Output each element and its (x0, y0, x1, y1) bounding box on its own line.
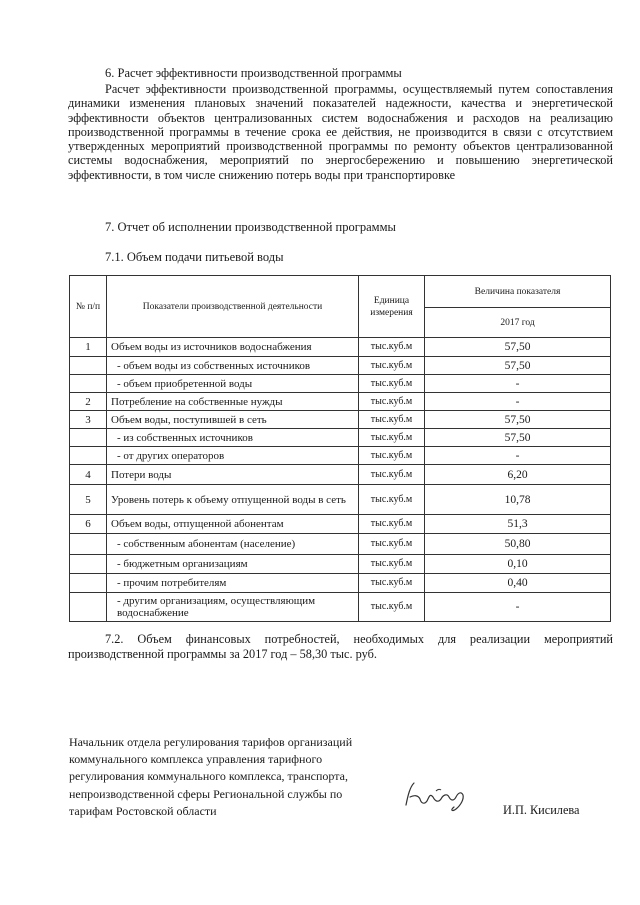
table-row (70, 485, 611, 515)
row-name: Уровень потерь к объему отпущенной воды в сеть (107, 485, 359, 515)
signatory-position-line: регулирования коммунального комплекса, транспорта, (69, 769, 348, 784)
row-value: 50,80 (425, 534, 611, 555)
row-num (70, 447, 107, 465)
section-7-title: 7. Отчет об исполнении производственной программы (105, 220, 396, 234)
row-unit: тыс.куб.м (359, 393, 425, 411)
row-name: - объем воды из собственных источников (107, 357, 359, 375)
signatory-position (69, 734, 399, 820)
row-num: 6 (70, 515, 107, 534)
header-unit: Единица измерения (359, 276, 425, 338)
signatory-position-line: коммунального комплекса управления тарифного (69, 752, 323, 767)
signatory-position-line: непроизводственной сферы Региональной службы по (69, 786, 343, 801)
header-year: 2017 год (425, 308, 611, 338)
handwritten-signature (400, 775, 475, 815)
table-row (70, 574, 611, 593)
row-name: Объем воды, отпущенной абонентам (107, 515, 359, 534)
row-num: 4 (70, 465, 107, 485)
row-unit: тыс.куб.м (359, 357, 425, 375)
header-indicator: Показатели производственной деятельности (107, 276, 359, 338)
row-name: - от других операторов (107, 447, 359, 465)
row-unit: тыс.куб.м (359, 375, 425, 393)
table-row (70, 555, 611, 574)
table-row (70, 338, 611, 357)
row-unit: тыс.куб.м (359, 338, 425, 357)
water-supply-table (69, 275, 611, 622)
row-num: 2 (70, 393, 107, 411)
table-row (70, 465, 611, 485)
row-unit: тыс.куб.м (359, 515, 425, 534)
row-unit: тыс.куб.м (359, 555, 425, 574)
section-6-title: 6. Расчет эффективности производственной программы (105, 66, 402, 80)
row-unit: тыс.куб.м (359, 411, 425, 429)
table-row (70, 593, 611, 622)
row-value: - (425, 375, 611, 393)
row-value: 6,20 (425, 465, 611, 485)
row-value: 10,78 (425, 485, 611, 515)
signatory-position-line: Начальник отдела регулирования тарифов организаций (69, 735, 353, 749)
row-name: - собственным абонентам (население) (107, 534, 359, 555)
row-name: Потребление на собственные нужды (107, 393, 359, 411)
row-unit: тыс.куб.м (359, 429, 425, 447)
table-row (70, 375, 611, 393)
row-unit: тыс.куб.м (359, 447, 425, 465)
row-name: - из собственных источников (107, 429, 359, 447)
row-name: - другим организациям, осуществляющим водоснабжение (107, 593, 359, 622)
row-unit: тыс.куб.м (359, 485, 425, 515)
table-row (70, 447, 611, 465)
table-header-row (70, 276, 611, 308)
row-num (70, 593, 107, 622)
row-num: 1 (70, 338, 107, 357)
row-num (70, 555, 107, 574)
row-num (70, 534, 107, 555)
row-num: 3 (70, 411, 107, 429)
table-row (70, 411, 611, 429)
signatory-position-line: тарифам Ростовской области (69, 803, 217, 818)
signatory-name: И.П. Кисилева (503, 803, 580, 817)
row-name: Объем воды, поступившей в сеть (107, 411, 359, 429)
table-row (70, 357, 611, 375)
table-row (70, 393, 611, 411)
row-num (70, 357, 107, 375)
row-unit: тыс.куб.м (359, 593, 425, 622)
row-num (70, 574, 107, 593)
row-value: 0,10 (425, 555, 611, 574)
header-num: № п/п (70, 276, 107, 338)
row-unit: тыс.куб.м (359, 465, 425, 485)
row-name: - прочим потребителям (107, 574, 359, 593)
row-unit: тыс.куб.м (359, 534, 425, 555)
row-name: - объем приобретенной воды (107, 375, 359, 393)
row-value: 0,40 (425, 574, 611, 593)
row-num: 5 (70, 485, 107, 515)
row-value: 57,50 (425, 411, 611, 429)
header-value-group: Величина показателя (425, 276, 611, 308)
row-value: - (425, 393, 611, 411)
row-unit: тыс.куб.м (359, 574, 425, 593)
row-name: - бюджетным организациям (107, 555, 359, 574)
row-value: 57,50 (425, 357, 611, 375)
table-row (70, 515, 611, 534)
section-7-1-title: 7.1. Объем подачи питьевой воды (105, 250, 284, 264)
table-row (70, 534, 611, 555)
row-name: Объем воды из источников водоснабжения (107, 338, 359, 357)
row-value: - (425, 593, 611, 622)
row-name: Потери воды (107, 465, 359, 485)
row-value: 51,3 (425, 515, 611, 534)
row-num (70, 375, 107, 393)
row-value: - (425, 447, 611, 465)
table-row (70, 429, 611, 447)
section-7-2-text: 7.2. Объем финансовых потребностей, необходимых для реализации мероприятий производственной программы за 2017 год – 58,30 тыс. руб. (68, 632, 613, 661)
row-num (70, 429, 107, 447)
row-value: 57,50 (425, 429, 611, 447)
row-value: 57,50 (425, 338, 611, 357)
section-6-body: Расчет эффективности производственной программы, осуществляемый путем сопоставления динамики изменения плановых значений показателей надежности, качества и энергетической эффективности объектов централизованных систем водоснабжения и расходов на реализацию производственной программы в течение срока ее действия, не производится в связи с отсутствием утвержденных мероприятий производственной программы по ремонту объектов централизованной системы водоснабжения, мероприятий по энергосбережению и повышению энергетической эффективности, в том числе снижению потерь воды при транспортировке (68, 82, 613, 182)
